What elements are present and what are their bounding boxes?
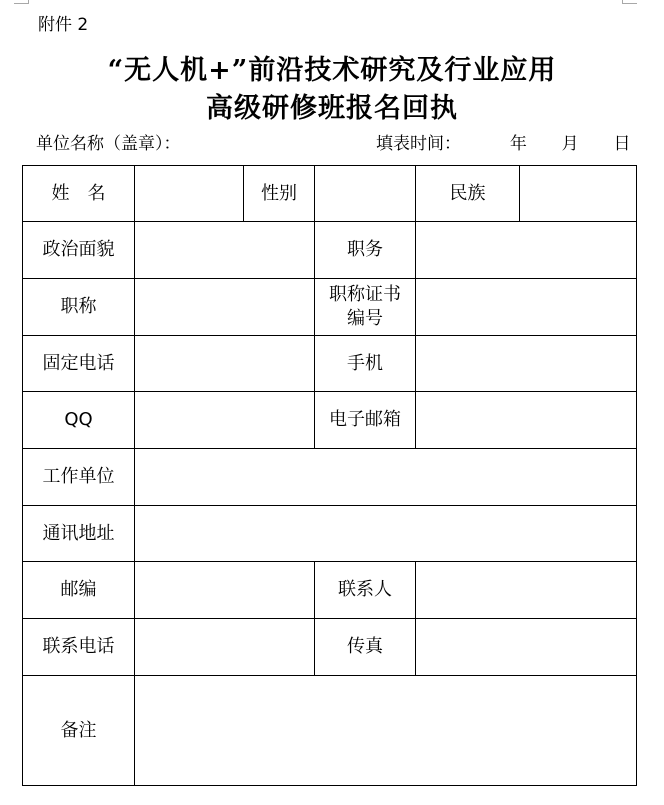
position-label: 职务 bbox=[315, 222, 416, 279]
table-row bbox=[23, 166, 637, 222]
contact-person-label: 联系人 bbox=[315, 562, 416, 619]
gender-label: 性别 bbox=[244, 166, 315, 222]
professional-title-label: 职称 bbox=[23, 279, 135, 336]
year-label: 年 bbox=[509, 134, 527, 154]
document-title-line-1: “无人机+”前沿技术研究及行业应用 bbox=[107, 55, 557, 86]
mailing-address-label: 通讯地址 bbox=[23, 506, 135, 562]
workplace-label: 工作单位 bbox=[23, 449, 135, 506]
table-row bbox=[23, 279, 637, 336]
table-row bbox=[23, 222, 637, 279]
gender-field[interactable] bbox=[315, 166, 416, 222]
table-row bbox=[23, 676, 637, 786]
attachment-label: 附件 2 bbox=[38, 15, 89, 35]
position-field[interactable] bbox=[416, 222, 637, 279]
contact-phone-label: 联系电话 bbox=[23, 619, 135, 676]
registration-form-table bbox=[22, 165, 637, 786]
political-status-label: 政治面貌 bbox=[23, 222, 135, 279]
table-row bbox=[23, 336, 637, 392]
ethnicity-field[interactable] bbox=[520, 166, 637, 222]
contact-person-field[interactable] bbox=[416, 562, 637, 619]
page-corner-mark-left bbox=[14, 0, 29, 4]
certificate-number-field[interactable] bbox=[416, 279, 637, 336]
landline-label: 固定电话 bbox=[23, 336, 135, 392]
professional-title-field[interactable] bbox=[135, 279, 315, 336]
fax-label: 传真 bbox=[315, 619, 416, 676]
name-label: 姓 名 bbox=[23, 166, 135, 222]
unit-name-label: 单位名称（盖章）： bbox=[36, 134, 181, 154]
table-row bbox=[23, 506, 637, 562]
table-row bbox=[23, 619, 637, 676]
table-row bbox=[23, 562, 637, 619]
remarks-label: 备注 bbox=[23, 676, 135, 786]
postcode-field[interactable] bbox=[135, 562, 315, 619]
contact-phone-field[interactable] bbox=[135, 619, 315, 676]
fill-date-label: 填表时间： bbox=[376, 134, 461, 154]
landline-field[interactable] bbox=[135, 336, 315, 392]
document-title-line-2: 高级研修班报名回执 bbox=[206, 93, 458, 124]
qq-field[interactable] bbox=[135, 392, 315, 449]
email-label: 电子邮箱 bbox=[315, 392, 416, 449]
ethnicity-label: 民族 bbox=[416, 166, 520, 222]
fax-field[interactable] bbox=[416, 619, 637, 676]
day-label: 日 bbox=[613, 134, 631, 154]
certificate-number-label-line1: 职称证书 bbox=[329, 284, 401, 305]
mailing-address-field[interactable] bbox=[135, 506, 637, 562]
fill-date-row bbox=[376, 129, 630, 154]
workplace-field[interactable] bbox=[135, 449, 637, 506]
qq-label: QQ bbox=[23, 392, 135, 449]
political-status-field[interactable] bbox=[135, 222, 315, 279]
name-field[interactable] bbox=[135, 166, 244, 222]
table-row bbox=[23, 392, 637, 449]
certificate-number-label-line2: 编号 bbox=[347, 308, 383, 329]
page-corner-mark-right bbox=[622, 0, 637, 4]
certificate-number-label bbox=[315, 279, 416, 336]
month-label: 月 bbox=[561, 134, 579, 154]
table-row bbox=[23, 449, 637, 506]
mobile-label: 手机 bbox=[315, 336, 416, 392]
postcode-label: 邮编 bbox=[23, 562, 135, 619]
mobile-field[interactable] bbox=[416, 336, 637, 392]
email-field[interactable] bbox=[416, 392, 637, 449]
remarks-field[interactable] bbox=[135, 676, 637, 786]
